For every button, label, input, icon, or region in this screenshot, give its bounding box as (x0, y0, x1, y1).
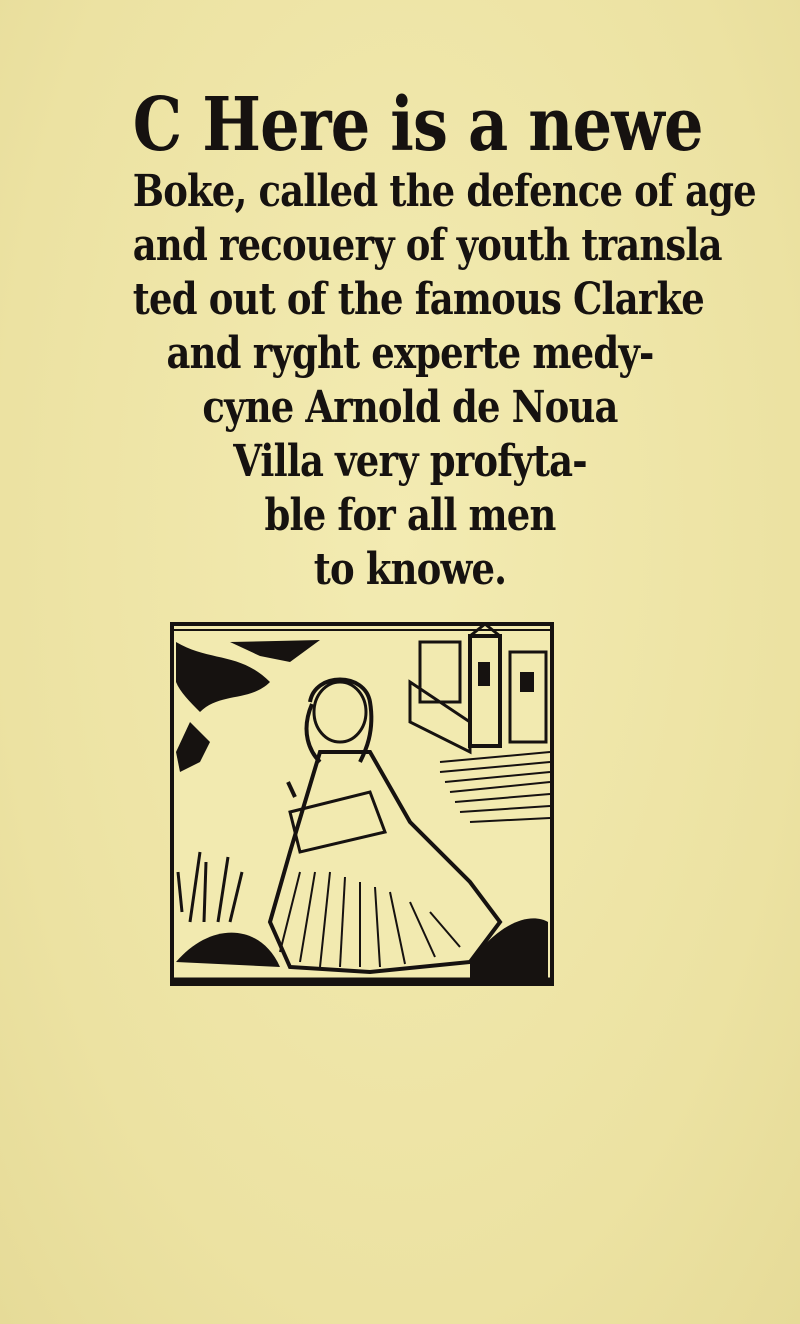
title-line-8: ble for all men (264, 490, 556, 541)
title-line-9: to knowe. (313, 544, 507, 595)
title-line-2: Boke, called the defence of age (132, 166, 756, 217)
title-line-3: and recouery of youth transla (132, 220, 722, 271)
title-text-block (80, 82, 756, 595)
title-line-7: Villa very profyta- (233, 436, 587, 487)
title-line-6: cyne Arnold de Noua (202, 382, 618, 433)
title-line-5: and ryght experte medy- (166, 328, 654, 379)
woodcut-illustration-icon (170, 622, 554, 986)
title-line-1: C Here is a newe (132, 82, 703, 168)
title-line-4: ted out of the famous Clarke (132, 274, 704, 325)
